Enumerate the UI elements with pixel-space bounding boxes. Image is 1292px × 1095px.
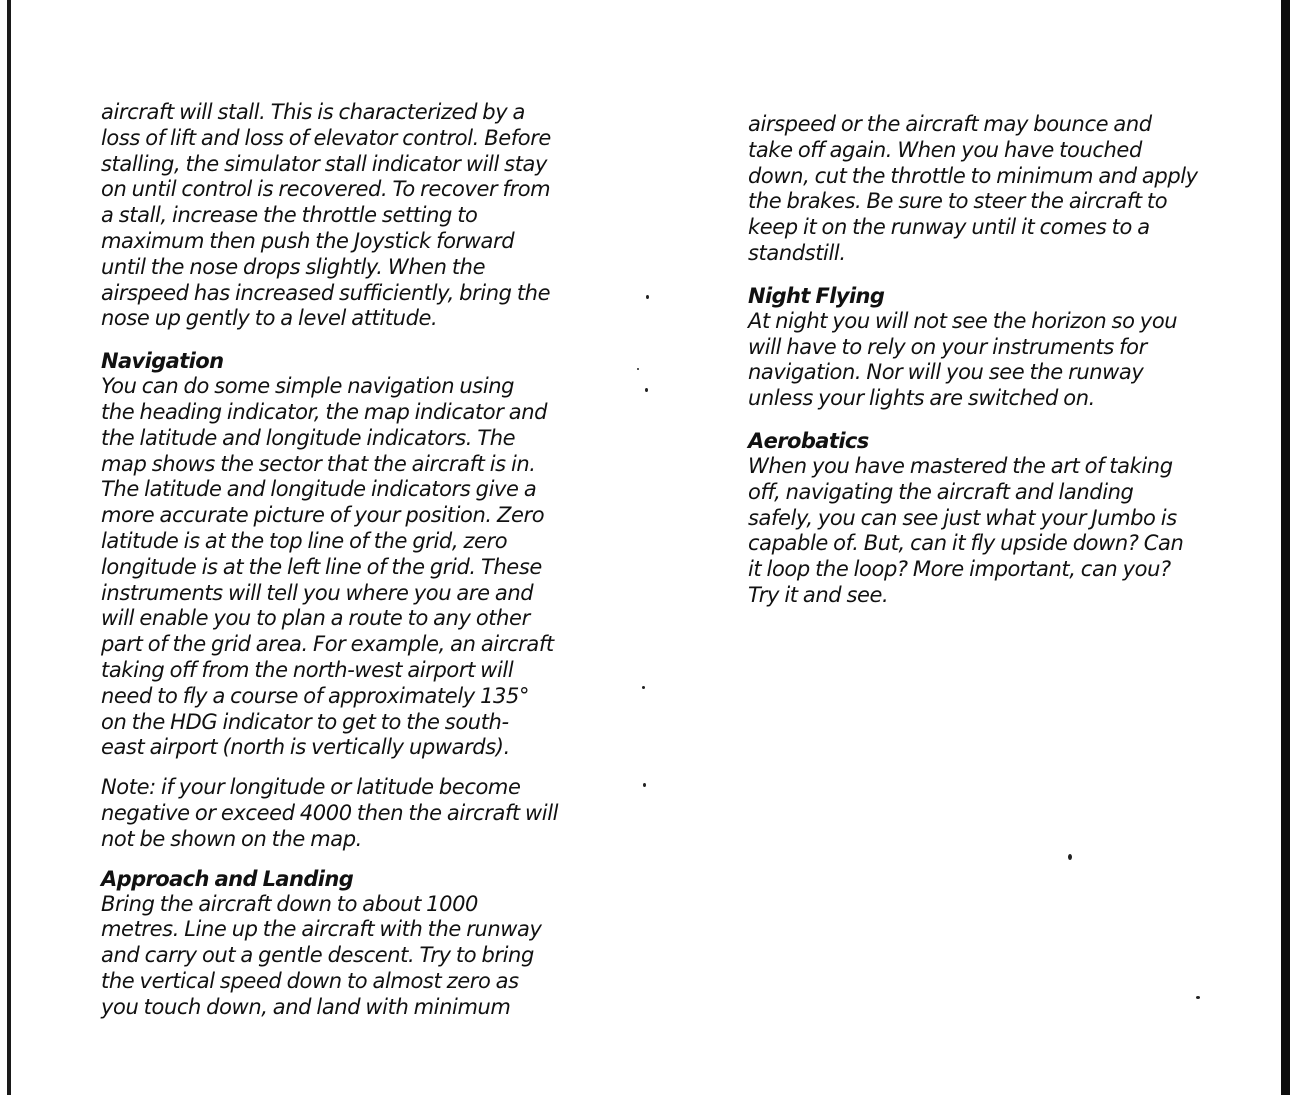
approach-paragraph: Bring the aircraft down to about 1000 metres. Line up the aircraft with the runway and carry out a gentle descent. Try to bring the vertical speed down to almost zero as you touch down, and land with minimum bbox=[101, 891, 542, 1019]
landing-continuation bbox=[748, 112, 1228, 267]
night-flying-section bbox=[748, 283, 1228, 412]
scan-speck bbox=[645, 388, 648, 392]
left-page-edge bbox=[7, 0, 11, 1095]
scan-speck bbox=[1068, 854, 1072, 860]
scan-speck bbox=[1196, 996, 1200, 999]
aerobatics-heading: Aerobatics bbox=[748, 428, 869, 453]
left-column bbox=[101, 100, 581, 1021]
approach-section bbox=[101, 866, 581, 1021]
landing-continuation-paragraph: airspeed or the aircraft may bounce and take off again. When you have touched down, cut the throttle to minimum and apply the brakes. Be sure to steer the aircraft to keep it on the runway until it comes to a standstill. bbox=[748, 112, 1198, 265]
navigation-paragraph: You can do some simple navigation using the heading indicator, the map indicator and the latitude and longitude indicators. The map shows the sector that the aircraft is in. The latitude and longitude indicators give a more accurate picture of your position. Zero latitude is at the top line of the grid, zero longitude is at the left line of the grid. These instruments will tell you where you are and will enable you to plan a route to any other part of the grid area. For example, an aircraft taking off from the north-west airport will need to fly a course of approximately 135° on the HDG indicator to get to the south- east airport (north is vertically upwards). bbox=[101, 374, 554, 760]
navigation-heading: Navigation bbox=[101, 349, 224, 374]
right-page-edge bbox=[1281, 0, 1290, 1095]
aerobatics-section bbox=[748, 428, 1228, 609]
navigation-section bbox=[101, 348, 581, 761]
navigation-note bbox=[101, 775, 581, 852]
night-flying-heading: Night Flying bbox=[748, 283, 885, 308]
approach-heading: Approach and Landing bbox=[101, 866, 354, 891]
aerobatics-paragraph: When you have mastered the art of taking off, navigating the aircraft and landing safely, you can see just what your Jumbo is capable of. But, can it fly upside down? Can it loop the loop? More important, can you? Try it and see. bbox=[748, 453, 1184, 607]
scan-speck bbox=[637, 368, 639, 370]
scan-speck bbox=[642, 686, 645, 689]
right-column bbox=[748, 112, 1228, 609]
navigation-note-paragraph: Note: if your longitude or latitude become negative or exceed 4000 then the aircraft will not be shown on the map. bbox=[101, 775, 559, 851]
scan-speck bbox=[643, 783, 646, 787]
stall-section bbox=[101, 100, 581, 332]
night-flying-paragraph: At night you will not see the horizon so you will have to rely on your instruments for navigation. Nor will you see the runway unless your lights are switched on. bbox=[748, 308, 1178, 411]
stall-paragraph: aircraft will stall. This is characterized by a loss of lift and loss of elevator control. Before stalling, the simulator stall indicator will stay on until control is recovered. To recover from a stall, increase the throttle setting to maximum then push the Joystick forward until the nose drops slightly. When the airspeed has increased sufficiently, bring the nose up gently to a level attitude. bbox=[101, 100, 551, 331]
scan-speck bbox=[646, 295, 649, 299]
